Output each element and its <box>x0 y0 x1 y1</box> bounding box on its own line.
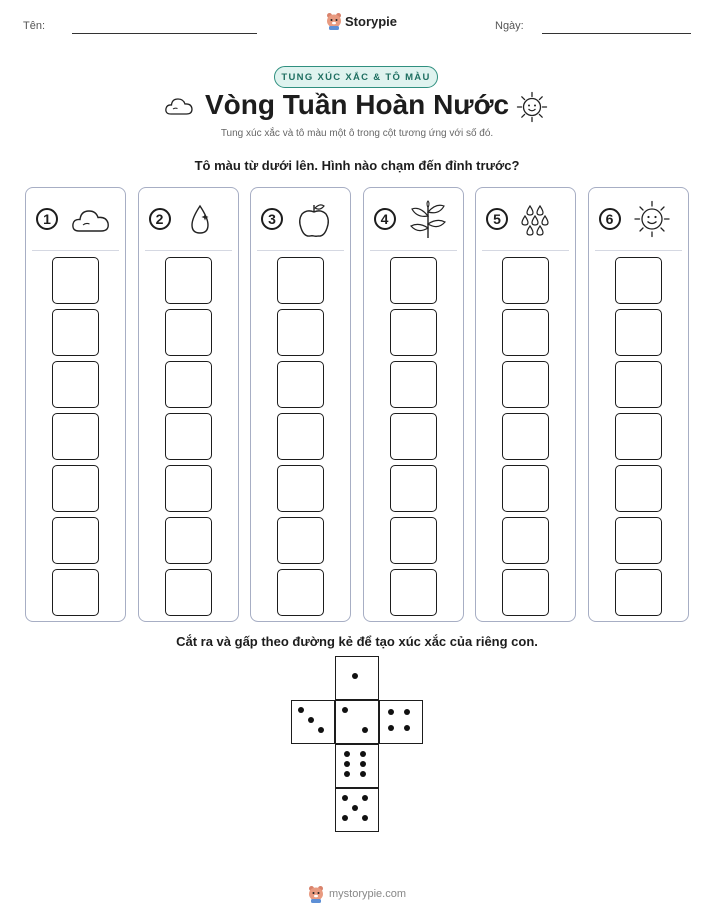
die-face-3 <box>291 700 335 744</box>
sun-icon <box>516 91 548 123</box>
mascot-icon <box>326 12 342 30</box>
pip <box>344 751 350 757</box>
pip <box>404 725 410 731</box>
color-box[interactable] <box>502 465 549 512</box>
color-box[interactable] <box>390 517 437 564</box>
column-divider <box>257 250 344 251</box>
color-box[interactable] <box>165 413 212 460</box>
column-divider <box>370 250 457 251</box>
color-box[interactable] <box>390 309 437 356</box>
die-face-4 <box>379 700 423 744</box>
footer-url[interactable]: mystorypie.com <box>328 888 407 900</box>
pip <box>360 761 366 767</box>
color-box[interactable] <box>615 465 662 512</box>
column-number: 3 <box>261 208 283 230</box>
column-2 <box>138 187 239 622</box>
color-box[interactable] <box>52 569 99 616</box>
column-number: 6 <box>599 208 621 230</box>
footer <box>0 885 714 903</box>
die-face-5 <box>335 788 379 832</box>
column-3 <box>250 187 351 622</box>
name-field-line[interactable] <box>72 33 257 34</box>
pip <box>362 727 368 733</box>
color-box[interactable] <box>615 309 662 356</box>
color-box[interactable] <box>52 309 99 356</box>
color-box[interactable] <box>615 569 662 616</box>
apple-icon <box>295 200 339 240</box>
pip <box>352 673 358 679</box>
subtitle: Tung xúc xắc và tô màu một ô trong cột tương ứng với số đó. <box>220 128 494 139</box>
pip <box>308 717 314 723</box>
pip <box>344 771 350 777</box>
color-box[interactable] <box>277 309 324 356</box>
column-divider <box>595 250 682 251</box>
color-box[interactable] <box>615 257 662 304</box>
page-title: Vòng Tuần Hoàn Nước <box>204 89 510 120</box>
pip <box>298 707 304 713</box>
name-label: Tên: <box>23 20 46 32</box>
color-box[interactable] <box>390 257 437 304</box>
color-box[interactable] <box>52 361 99 408</box>
pip <box>360 751 366 757</box>
color-box[interactable] <box>165 569 212 616</box>
die-face-1 <box>335 656 379 700</box>
pip <box>352 805 358 811</box>
column-divider <box>482 250 569 251</box>
column-number: 5 <box>486 208 508 230</box>
color-box[interactable] <box>390 569 437 616</box>
column-divider <box>145 250 232 251</box>
pip <box>404 709 410 715</box>
column-1 <box>25 187 126 622</box>
color-box[interactable] <box>165 309 212 356</box>
column-number: 1 <box>36 208 58 230</box>
pip <box>342 795 348 801</box>
pip <box>342 707 348 713</box>
instruction-bottom: Cắt ra và gấp theo đường kẻ để tạo xúc xắc của riêng con. <box>176 634 538 649</box>
color-box[interactable] <box>165 465 212 512</box>
color-box[interactable] <box>615 413 662 460</box>
plant-icon <box>408 200 452 240</box>
activity-badge: TUNG XÚC XẮC & TÔ MÀU <box>274 66 438 88</box>
pip <box>360 771 366 777</box>
color-box[interactable] <box>52 465 99 512</box>
color-box[interactable] <box>277 361 324 408</box>
die-face-6 <box>335 744 379 788</box>
instruction-top: Tô màu từ dưới lên. Hình nào chạm đến đỉnh trước? <box>194 158 520 173</box>
pip <box>342 815 348 821</box>
color-box[interactable] <box>615 361 662 408</box>
column-number: 4 <box>374 208 396 230</box>
column-6 <box>588 187 689 622</box>
color-box[interactable] <box>52 413 99 460</box>
column-divider <box>32 250 119 251</box>
color-box[interactable] <box>277 569 324 616</box>
color-box[interactable] <box>165 361 212 408</box>
storypie-logo <box>326 12 397 30</box>
color-box[interactable] <box>277 413 324 460</box>
color-box[interactable] <box>502 517 549 564</box>
color-box[interactable] <box>502 361 549 408</box>
color-box[interactable] <box>502 569 549 616</box>
pip <box>388 709 394 715</box>
color-box[interactable] <box>165 517 212 564</box>
color-box[interactable] <box>502 257 549 304</box>
color-box[interactable] <box>502 309 549 356</box>
color-box[interactable] <box>390 465 437 512</box>
color-box[interactable] <box>390 361 437 408</box>
pip <box>388 725 394 731</box>
color-box[interactable] <box>390 413 437 460</box>
color-box[interactable] <box>52 257 99 304</box>
date-label: Ngày: <box>495 20 524 32</box>
color-box[interactable] <box>165 257 212 304</box>
column-number: 2 <box>149 208 171 230</box>
sun-icon <box>633 200 677 240</box>
mascot-icon <box>308 885 324 903</box>
cloud-icon <box>70 200 114 240</box>
pip <box>362 795 368 801</box>
pip <box>318 727 324 733</box>
color-box[interactable] <box>277 465 324 512</box>
die-face-2 <box>335 700 379 744</box>
color-box[interactable] <box>277 257 324 304</box>
rain-drops-icon <box>520 200 564 240</box>
color-box[interactable] <box>277 517 324 564</box>
pip <box>362 815 368 821</box>
water-drop-icon <box>183 200 227 240</box>
date-field-line[interactable] <box>542 33 691 34</box>
color-box[interactable] <box>615 517 662 564</box>
column-4 <box>363 187 464 622</box>
logo-text: Storypie <box>345 13 398 29</box>
color-box[interactable] <box>52 517 99 564</box>
column-5 <box>475 187 576 622</box>
pip <box>344 761 350 767</box>
color-box[interactable] <box>502 413 549 460</box>
